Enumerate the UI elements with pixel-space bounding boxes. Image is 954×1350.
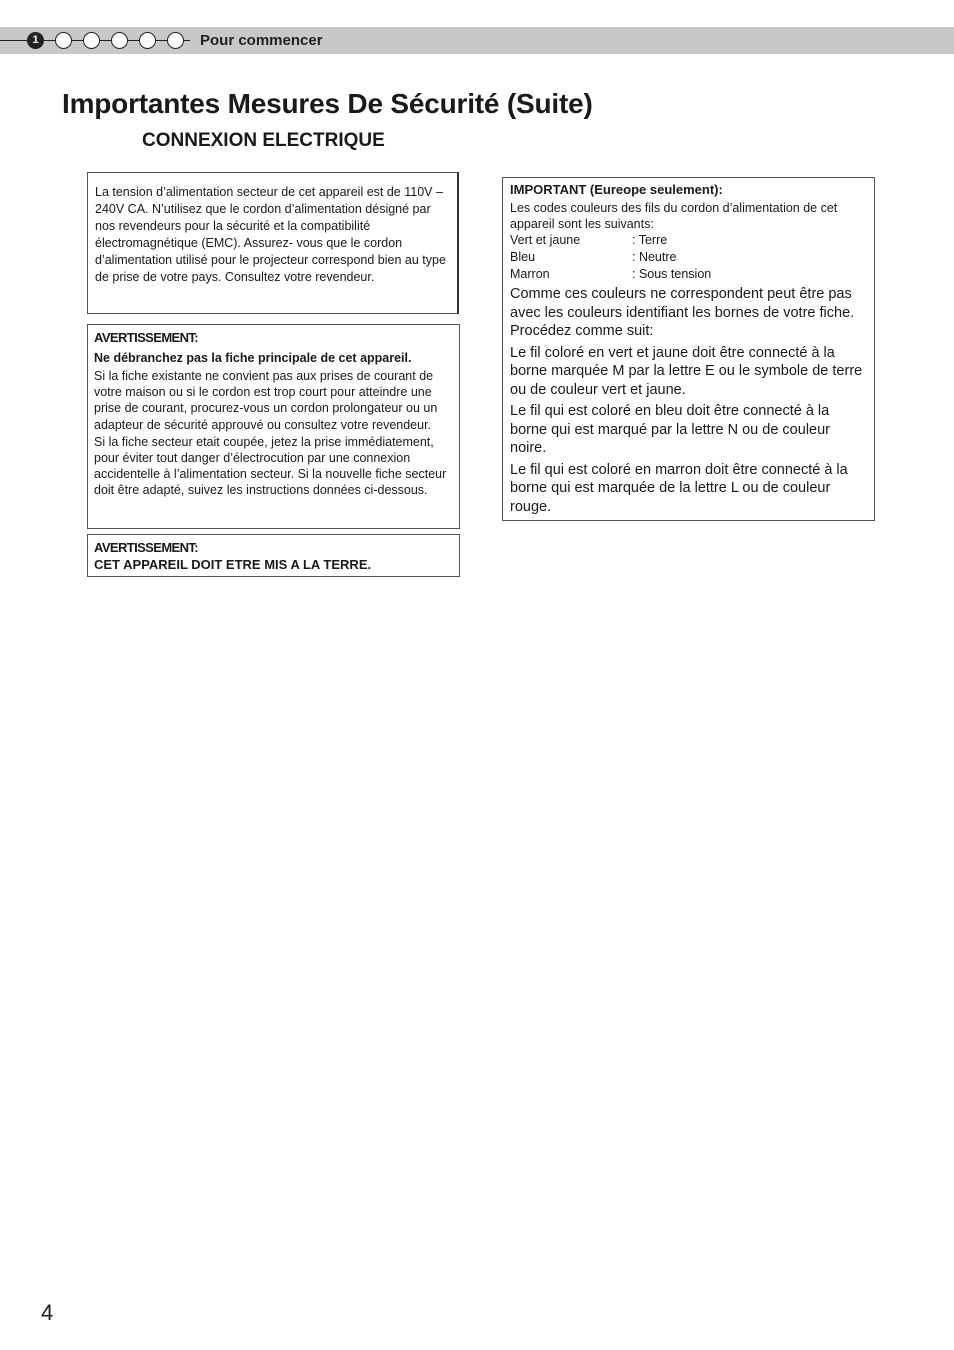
- page-number: 4: [41, 1300, 54, 1325]
- wire-color-name: Bleu: [510, 250, 536, 264]
- warning-body-2: Si la fiche secteur etait coupée, jetez la prise immédiatement, pour éviter tout danger d’électrocution par une connexion accidentelle à l’alimentation secteur. Si la nouvelle fiche secteur doit être adapté, suivez les instructions données ci-dessous.: [94, 434, 447, 498]
- important-paragraph-1: Comme ces couleurs ne correspondent peut être pas avec les couleurs identifiant les bornes de votre fiche. Procédez comme suit:: [510, 286, 855, 339]
- supply-voltage-text: La tension d’alimentation secteur de cet appareil est de 110V – 240V CA. N’utilisez que le cordon d’alimentation désigné par nos revendeurs pour la sécurité et la compatibilité électromagnétique (EMC). Assurez- vous que le cordon d’alimentation utilisé pour le projecteur correspond bien au type de prise de votre pays. Consultez votre revendeur.: [95, 185, 446, 284]
- important-paragraph-3: Le fil qui est coloré en bleu doit être connecté à la borne qui est marqué par la lettre N ou de couleur noire.: [510, 403, 830, 456]
- plug-warning-box: [87, 324, 460, 529]
- step-indicator-2: [55, 32, 72, 49]
- wire-color-row: [510, 266, 867, 283]
- page-title: Importantes Mesures De Sécurité (Suite): [62, 88, 593, 119]
- wire-color-meaning: : Neutre: [632, 250, 677, 264]
- wire-color-meaning: : Sous tension: [632, 267, 712, 281]
- warning-lead: Ne débranchez pas la fiche principale de cet appareil.: [94, 351, 412, 365]
- wire-color-name: Marron: [510, 267, 550, 281]
- step-indicator-6: [167, 32, 184, 49]
- important-title: IMPORTANT (Eureope seulement):: [510, 182, 723, 197]
- step-indicator-5: [139, 32, 156, 49]
- earth-warning-text: CET APPAREIL DOIT ETRE MIS A LA TERRE.: [94, 557, 372, 572]
- earth-warning-box: [87, 534, 460, 577]
- wire-color-row: [510, 232, 867, 249]
- earth-warning-title: AVERTISSEMENT:: [94, 540, 199, 555]
- supply-voltage-box: [87, 172, 459, 314]
- wire-colors-box: [502, 177, 875, 521]
- important-paragraph-2: Le fil coloré en vert et jaune doit être connecté à la borne marquée M par la lettre E ou le symbole de terre ou de couleur vert et jaune.: [510, 344, 863, 398]
- important-intro: Les codes couleurs des fils du cordon d’alimentation de cet appareil sont les suivants:: [510, 201, 838, 231]
- wire-color-name: Vert et jaune: [510, 233, 581, 247]
- warning-title: AVERTISSEMENT:: [94, 330, 199, 345]
- step-indicator-3: [83, 32, 100, 49]
- step-indicator-1: 1: [27, 32, 44, 49]
- section-subtitle: CONNEXION ELECTRIQUE: [142, 130, 385, 151]
- warning-body-1: Si la fiche existante ne convient pas aux prises de courant de votre maison ou si le cordon est trop court pour atteindre une prise de courant, procurez-vous un cordon prolongateur ou un adapteur de sécurité approuvé ou consultez votre revendeur.: [94, 369, 438, 432]
- step-indicator-4: [111, 32, 128, 49]
- section-label: Pour commencer: [200, 32, 323, 49]
- wire-color-row: [510, 249, 867, 266]
- wire-color-meaning: : Terre: [632, 233, 668, 247]
- important-paragraph-4: Le fil qui est coloré en marron doit être connecté à la borne qui est marquée de la lettre L ou de couleur rouge.: [510, 461, 848, 515]
